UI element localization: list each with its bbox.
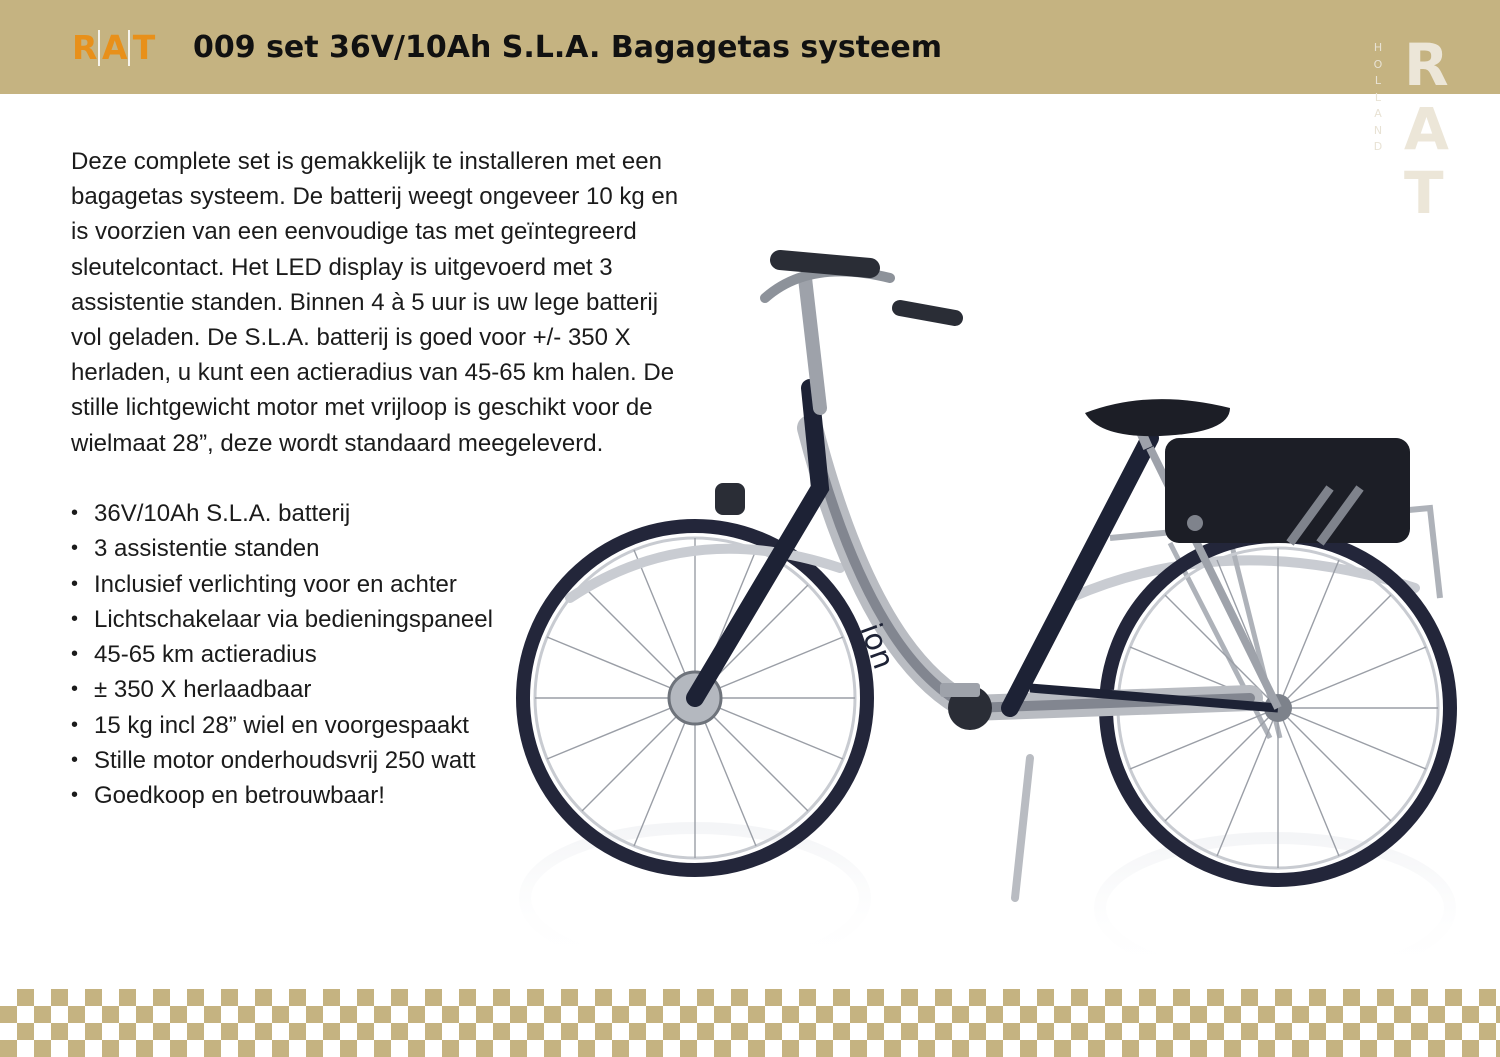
feature-item: • 36V/10Ah S.L.A. batterij [71,496,493,531]
page-title: 009 set 36V/10Ah S.L.A. Bagagetas systeem [193,30,942,65]
feature-item: • Goedkoop en betrouwbaar! [71,778,493,813]
logo-separator [98,30,100,66]
feature-item: • Lichtschakelaar via bedieningspaneel [71,602,493,637]
bike-reflection [525,828,1450,978]
feature-item: • 15 kg incl 28” wiel en voorgespaakt [71,708,493,743]
product-description: Deze complete set is gemakkelijk te installeren met een bagagetas systeem. De batterij weegt ongeveer 10 kg en is voorzien van een eenvoudige tas met geïntegreerd sleutelcontact. Het LED display is uitgevoerd met 3 assistentie standen. Binnen 4 à 5 uur is uw lege batterij vol geladen. De S.L.A. batterij is goed voor +/- 350 X herladen, u kunt een actieradius van 45-65 km halen. De stille lichtgewicht motor met vrijloop is geschikt voor de wielmaat 28”, deze wordt standaard meegeleverd. [71,148,679,457]
feature-item: • ± 350 X herlaadbaar [71,672,493,707]
logo-letter-r: R [72,28,98,67]
rat-logo [72,30,156,66]
logo-separator [128,30,130,66]
feature-item: • Stille motor onderhoudsvrij 250 watt [71,743,493,778]
feature-item: • 45-65 km actieradius [71,637,493,672]
holland-text: HOLLAND [1373,41,1383,153]
frame-logo-text: ion [852,618,902,674]
checkered-footer [0,989,1500,1057]
electric-bike-image [510,238,1480,978]
logo-letter-t: T [132,28,156,67]
feature-item: • Inclusief verlichting voor en achter [71,567,493,602]
feature-list [71,496,493,814]
rat-holland-watermark [1372,31,1472,227]
watermark-letter-r: R [1404,31,1449,99]
watermark-letter-a: A [1404,95,1449,163]
watermark-letter-t: T [1404,159,1444,227]
logo-letter-a: A [102,28,128,67]
feature-item: • 3 assistentie standen [71,531,493,566]
battery-bag [1165,438,1410,543]
